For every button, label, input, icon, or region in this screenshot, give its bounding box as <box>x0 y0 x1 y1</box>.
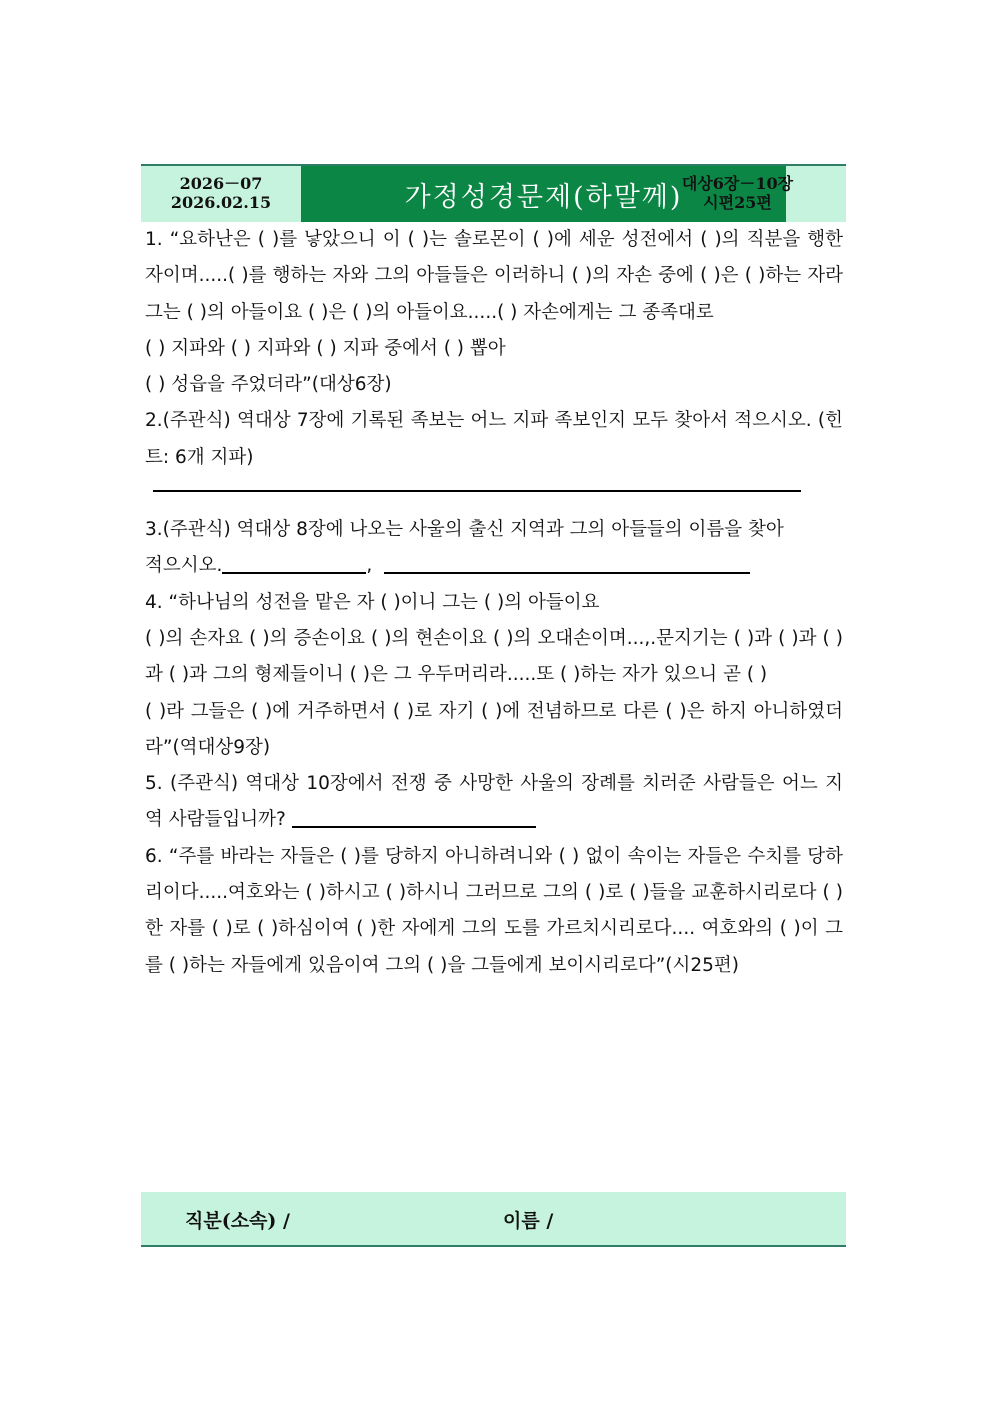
question-2-answer-line[interactable] <box>145 476 843 512</box>
question-1-text-cont: ( ) 지파와 ( ) 지파와 ( ) 지파 중에서 ( ) 뽑아 <box>145 337 506 359</box>
header-date: 2026.02.15 <box>170 193 272 212</box>
worksheet-title: 가정성경문제(하말께) <box>301 166 786 222</box>
question-3-text: 3.(주관식) 역대상 8장에 나오는 사울의 출신 지역과 그의 아들들의 이름을 찾아 <box>145 519 784 541</box>
header-range-psalm: 시편25편 <box>703 193 772 212</box>
question-6-text: 6. “주를 바라는 자들은 ( )를 당하지 아니하려니와 ( ) 없이 속이는 자들은 수치를 당하리이다.....여호와는 ( )하시고 ( )하시니 그러므로 그의 ( )로 ( )들을 교훈하시리로다 ( )한 자를 ( )로 ( )하심이여 ( )한 자에게 그의 도를 가르치시리로다.... 여호와의 ( )이 그를 ( )하는 자들에게 있음이여 그의 ( )을 그들에게 보이시리로다”(시25편) <box>145 845 843 976</box>
position-label: 직분(소속) / <box>185 1210 290 1232</box>
question-list <box>145 222 843 984</box>
question-4-text-end: ( )라 그들은 ( )에 거주하면서 ( )로 자기 ( )에 전념하므로 다른 ( )은 하지 아니하였더라”(역대상9장) <box>145 700 843 758</box>
header-dates <box>141 174 301 212</box>
question-1-text: 1. “요하난은 ( )를 낳았으니 이 ( )는 솔로몬이 ( )에 세운 성전에서 ( )의 직분을 행한 자이며.....( )를 행하는 자와 그의 아들들은 이러하니 ( )의 자손 중에 ( )은 ( )하는 자라 그는 ( )의 아들이요 ( )은 ( )의 아들이요.....( ) 자손에게는 그 종족대로 <box>145 229 843 323</box>
question-3-text-end: 적으시오. <box>145 555 223 577</box>
question-3-answer-blank-1[interactable] <box>222 552 366 574</box>
header-scripture-range <box>631 174 844 212</box>
question-4-text-cont: ( )의 손자요 ( )의 증손이요 ( )의 현손이요 ( )의 오대손이며...,.문지기는 ( )과 ( )과 ( )과 ( )과 그의 형제들이니 ( )은 그 우두머리라.....또 ( )하는 자가 있으니 곧 ( ) <box>145 627 843 686</box>
question-5-answer-blank[interactable] <box>292 806 536 828</box>
question-4-text: 4. “하나님의 성전을 맡은 자 ( )이니 그는 ( )의 아들이요 <box>145 591 600 613</box>
name-label: 이름 / <box>503 1210 554 1232</box>
worksheet-footer <box>141 1192 846 1247</box>
question-1-text-end: ( ) 성읍을 주었더라”(대상6장) <box>145 374 392 396</box>
header-range-chronicles: 대상6장－10장 <box>681 174 794 193</box>
header-date-code: 2026－07 <box>179 174 263 193</box>
question-3-answer-row: 적으시오. , <box>145 548 843 584</box>
question-3-answer-blank-2[interactable] <box>384 552 750 574</box>
worksheet-header <box>141 164 846 222</box>
question-5-text: 5. (주관식) 역대상 10장에서 전쟁 중 사망한 사울의 장례를 치러준 사람들은 어느 지역 사람들입니까? <box>145 773 843 831</box>
question-5-row <box>145 766 843 839</box>
question-2-text: 2.(주관식) 역대상 7장에 기록된 족보는 어느 지파 족보인지 모두 찾아서 적으시오. (힌트: 6개 지파) <box>145 410 843 468</box>
